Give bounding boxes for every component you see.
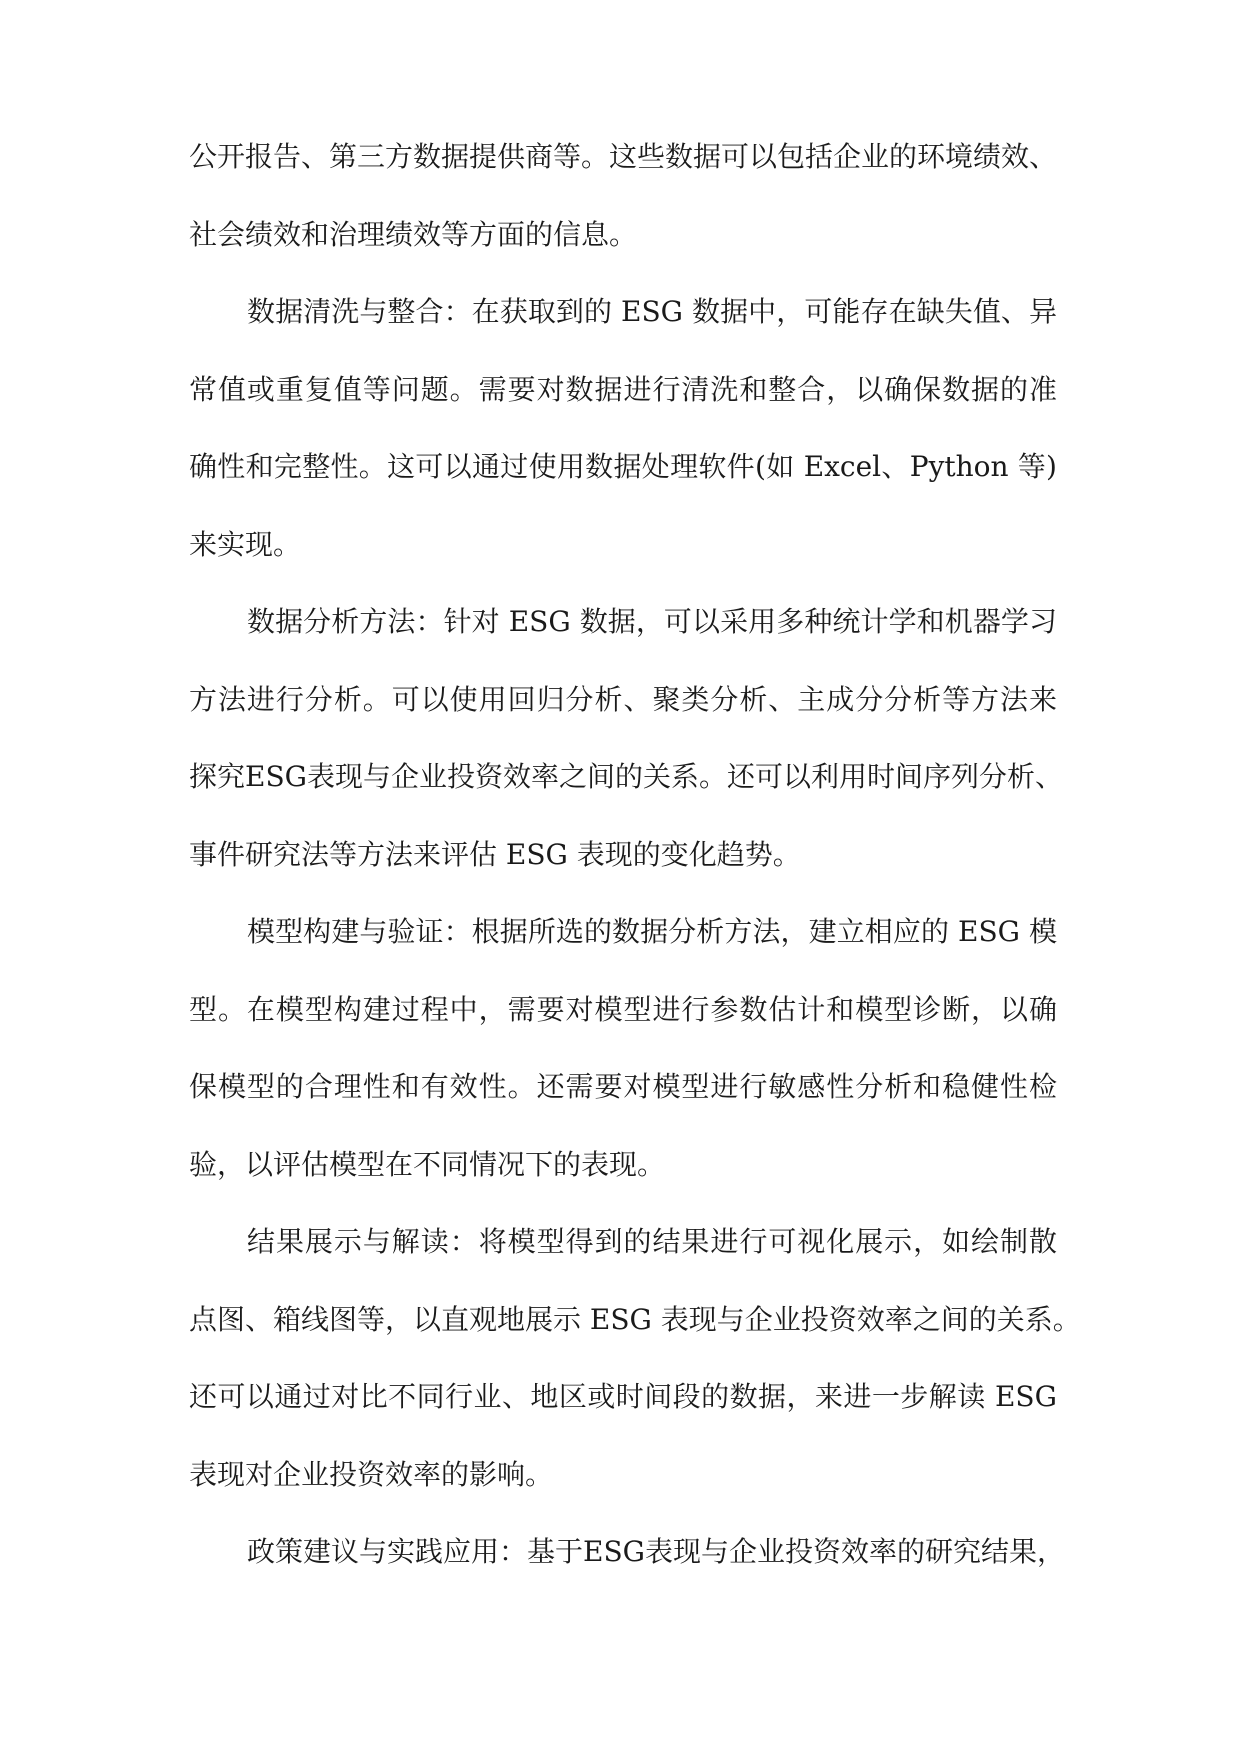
text-line: 验，以评估模型在不同情况下的表现。 — [189, 1147, 666, 1181]
text-line: 确性和完整性。这可以通过使用数据处理软件(如 Excel、Python 等) — [189, 450, 1057, 483]
paragraph-start-line: 结果展示与解读：将模型得到的结果进行可视化展示，如绘制散 — [247, 1225, 1057, 1258]
text-line: 常值或重复值等问题。需要对数据进行清洗和整合，以确保数据的准 — [189, 372, 1057, 406]
text-line: 点图、箱线图等，以直观地展示 ESG 表现与企业投资效率之间的关系。 — [189, 1302, 1081, 1336]
text-line: 表现对企业投资效率的影响。 — [189, 1457, 554, 1491]
text-line: 公开报告、第三方数据提供商等。这些数据可以包括企业的环境绩效、 — [189, 140, 1058, 173]
paragraph-start-line: 数据清洗与整合：在获取到的 ESG 数据中，可能存在缺失值、异 — [247, 295, 1057, 328]
text-line: 探究ESG表现与企业投资效率之间的关系。还可以利用时间序列分析、 — [189, 760, 1063, 793]
text-line: 来实现。 — [189, 527, 302, 561]
text-line: 型。在模型构建过程中，需要对模型进行参数估计和模型诊断，以确 — [189, 992, 1057, 1026]
paragraph-start-line: 模型构建与验证：根据所选的数据分析方法，建立相应的 ESG 模 — [247, 915, 1057, 948]
text-line: 社会绩效和治理绩效等方面的信息。 — [189, 217, 638, 251]
paragraph-start-line: 政策建议与实践应用：基于ESG表现与企业投资效率的研究结果， — [247, 1535, 1065, 1568]
text-line: 方法进行分析。可以使用回归分析、聚类分析、主成分分析等方法来 — [189, 682, 1057, 716]
paragraph-start-line: 数据分析方法：针对 ESG 数据，可以采用多种统计学和机器学习 — [247, 605, 1057, 638]
body-text — [189, 137, 1081, 1610]
text-line: 还可以通过对比不同行业、地区或时间段的数据，来进一步解读 ESG — [189, 1380, 1057, 1413]
text-line: 保模型的合理性和有效性。还需要对模型进行敏感性分析和稳健性检 — [189, 1070, 1057, 1103]
text-line: 事件研究法等方法来评估 ESG 表现的变化趋势。 — [189, 837, 801, 871]
